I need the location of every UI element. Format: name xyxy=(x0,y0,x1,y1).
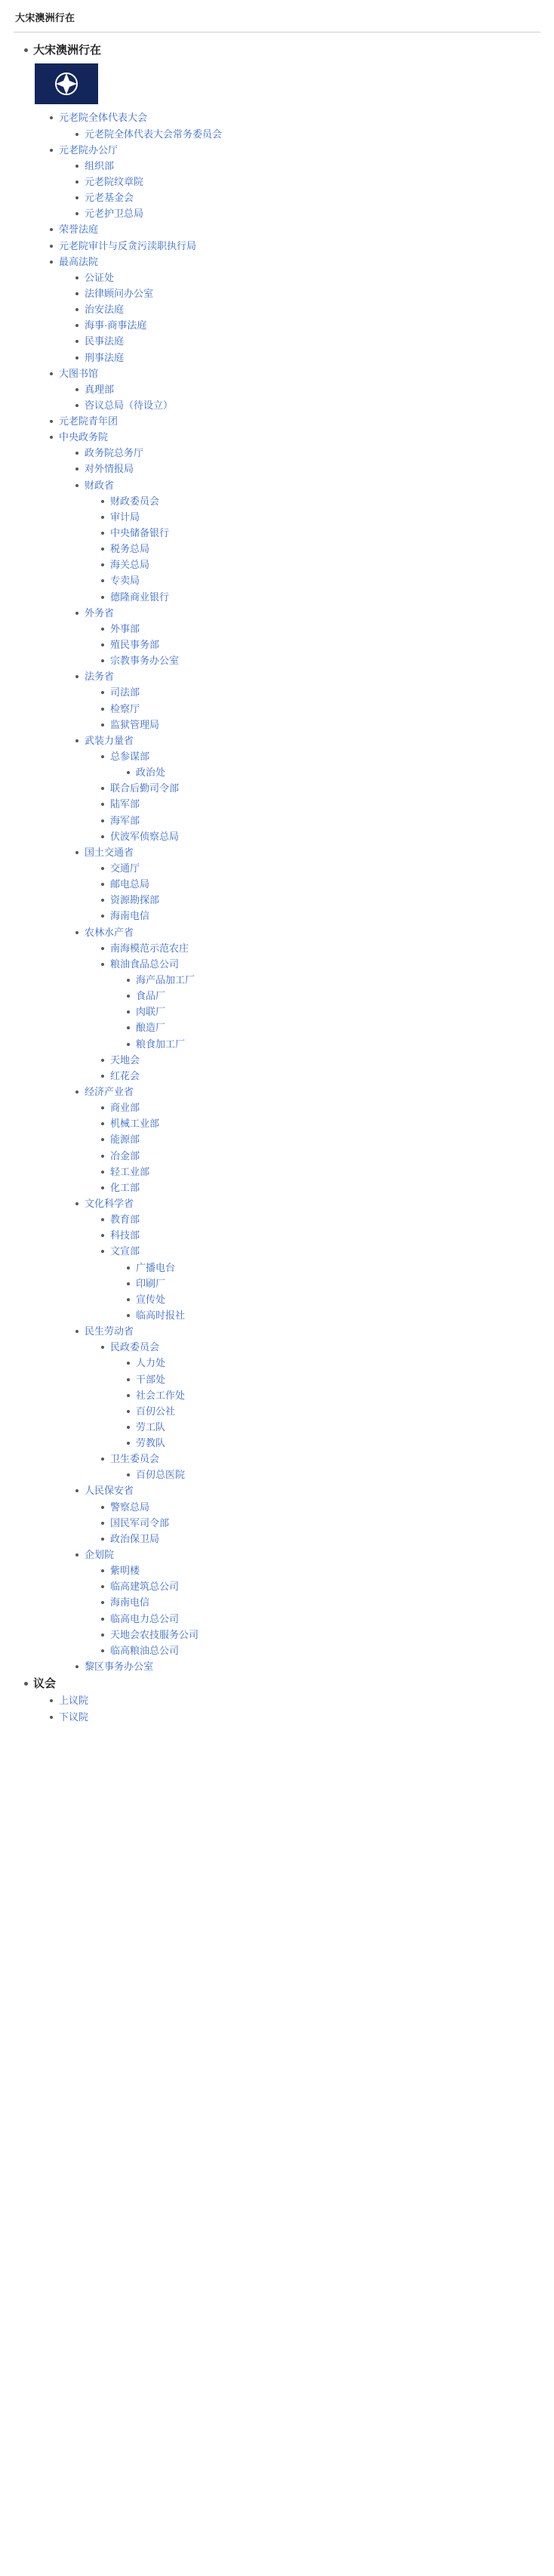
tree-item xyxy=(101,1340,540,1451)
tree-item-label[interactable]: 检察厅 xyxy=(110,702,140,714)
tree-item xyxy=(75,845,540,924)
tree-item xyxy=(127,1356,540,1371)
tree-item xyxy=(75,318,540,333)
tree-item-label[interactable]: 企划院 xyxy=(85,1549,115,1561)
tree-item-label[interactable]: 资源勘探部 xyxy=(110,894,160,906)
tree-item-label[interactable]: 临高建筑总公司 xyxy=(110,1581,180,1593)
tree-item xyxy=(101,1100,540,1115)
tree-item-label[interactable]: 法律顾问办公室 xyxy=(85,287,154,299)
tree-item xyxy=(75,1659,540,1674)
tree-item-label[interactable]: 刑事法庭 xyxy=(85,351,125,363)
tree-item xyxy=(75,1084,540,1195)
tree-item-label[interactable]: 专卖局 xyxy=(110,575,140,587)
tree-item-label[interactable]: 海军部 xyxy=(110,814,140,826)
tree-item xyxy=(101,494,540,509)
tree-item xyxy=(101,1053,540,1068)
tree-item-label[interactable]: 冶金部 xyxy=(110,1149,140,1162)
tree-item-label[interactable]: 国土交通省 xyxy=(85,846,134,858)
tree-item xyxy=(50,430,540,1674)
tree-sublist xyxy=(85,685,540,732)
tree-item-label[interactable]: 肉联厂 xyxy=(136,1006,166,1018)
tree-item xyxy=(101,1532,540,1547)
tree-item xyxy=(50,414,540,429)
tree-item xyxy=(75,1324,540,1482)
tree-item-label[interactable]: 紫明楼 xyxy=(110,1565,140,1577)
tree-item-label[interactable]: 机械工业部 xyxy=(110,1118,160,1130)
tree-item xyxy=(75,127,540,142)
tree-item xyxy=(101,749,540,780)
tree-item xyxy=(101,702,540,717)
tree-item xyxy=(50,1710,540,1725)
tree-item xyxy=(101,813,540,828)
tree-item xyxy=(127,989,540,1004)
tree-item xyxy=(101,1595,540,1610)
tree-item-label[interactable]: 上议院 xyxy=(59,1695,89,1707)
tree-item-label[interactable]: 邮电总局 xyxy=(110,878,150,890)
tree-sublist xyxy=(85,1100,540,1195)
tree-sublist xyxy=(59,446,540,1674)
tree-item xyxy=(127,1420,540,1435)
tree-item-label[interactable]: 议会 xyxy=(33,1677,57,1691)
tree-item-label[interactable]: 人民保安省 xyxy=(85,1485,134,1497)
tree-item-label[interactable]: 组织部 xyxy=(85,159,115,171)
tree-item xyxy=(75,302,540,317)
tree-sublist xyxy=(59,127,540,142)
tree-item-label[interactable]: 监狱管理局 xyxy=(110,718,160,730)
tree-item xyxy=(127,1372,540,1387)
tree-item xyxy=(127,1020,540,1035)
tree-item xyxy=(101,1132,540,1147)
tree-item-label[interactable]: 政治处 xyxy=(136,767,166,779)
tree-item-label[interactable]: 真理部 xyxy=(85,383,115,395)
tree-item-label[interactable]: 元老院纹章院 xyxy=(85,175,144,187)
tree-item xyxy=(101,1500,540,1515)
tree-item-label[interactable]: 临高粮油总公司 xyxy=(110,1644,180,1656)
tree-item-label[interactable]: 化工部 xyxy=(110,1181,140,1193)
tree-item xyxy=(101,526,540,541)
tree-item-label[interactable]: 文化科学省 xyxy=(85,1197,134,1209)
tree-sublist xyxy=(33,110,540,1674)
tree-sublist xyxy=(59,159,540,222)
tree-item xyxy=(75,461,540,477)
tree-item-label[interactable]: 海关总局 xyxy=(110,559,150,571)
tree-item xyxy=(101,1627,540,1643)
tree-item-label[interactable]: 宣传处 xyxy=(136,1293,166,1305)
tree-item-label[interactable]: 干部处 xyxy=(136,1373,166,1385)
tree-item-label[interactable]: 海南电信 xyxy=(110,910,150,922)
tree-item xyxy=(75,478,540,605)
tree-root-item xyxy=(24,42,540,1674)
tree-item-label[interactable]: 元老院审计与反贪污渎职执行局 xyxy=(59,239,197,251)
tree-item xyxy=(101,717,540,733)
tree-item-label[interactable]: 荣誉法庭 xyxy=(59,224,99,236)
tree-item-label[interactable]: 临高时报社 xyxy=(136,1309,186,1321)
tree-item xyxy=(101,1212,540,1227)
tree-item xyxy=(101,1643,540,1658)
tree-item-label[interactable]: 法务省 xyxy=(85,671,115,683)
tree-item-label[interactable]: 联合后勤司令部 xyxy=(110,782,180,794)
tree-sublist xyxy=(59,270,540,366)
tree-item-label[interactable]: 黎区事务办公室 xyxy=(85,1661,154,1673)
tree-item xyxy=(75,382,540,397)
tree-item xyxy=(101,909,540,924)
tree-item xyxy=(101,1612,540,1627)
tree-item-label[interactable]: 咨议总局（待设立） xyxy=(85,399,174,411)
tree-item-label[interactable]: 元老院全体代表大会常务委员会 xyxy=(85,128,223,140)
tree-sublist xyxy=(110,1356,540,1451)
tree-item-label[interactable]: 武装力量省 xyxy=(85,734,134,746)
tree-item xyxy=(127,1404,540,1419)
tree-item-label[interactable]: 元老院全体代表大会 xyxy=(59,112,148,124)
tree-item xyxy=(127,1388,540,1403)
tree-item xyxy=(101,557,540,572)
tree-sublist xyxy=(85,1340,540,1482)
tree-sublist xyxy=(110,765,540,780)
tree-item-label[interactable]: 社会工作处 xyxy=(136,1389,186,1401)
tree-item xyxy=(75,606,540,669)
tree-item-label[interactable]: 天地会 xyxy=(110,1054,140,1066)
tree-item xyxy=(101,941,540,956)
tree-sublist xyxy=(110,1260,540,1324)
tree-item-label[interactable]: 印刷厂 xyxy=(136,1277,166,1289)
tree-sublist xyxy=(85,1212,540,1323)
tree-item-label[interactable]: 元老护卫总局 xyxy=(85,208,144,220)
tree-sublist xyxy=(110,973,540,1052)
tree-item xyxy=(101,1244,540,1323)
page-title: 大宋澳洲行在 xyxy=(15,12,75,23)
tree-item-label[interactable]: 海南电信 xyxy=(110,1597,150,1609)
tree-item xyxy=(127,1308,540,1323)
tree-item-label[interactable]: 科技部 xyxy=(110,1229,140,1242)
tree-item xyxy=(101,541,540,557)
tree-item-label[interactable]: 警察总局 xyxy=(110,1501,150,1513)
tree-item-label[interactable]: 对外情报局 xyxy=(85,463,134,475)
tree-item-label[interactable]: 中央储备银行 xyxy=(110,527,170,539)
tree-item-label[interactable]: 治安法庭 xyxy=(85,304,125,316)
tree-item-label[interactable]: 元老院青年团 xyxy=(59,415,118,427)
tree-item-label[interactable]: 民政委员会 xyxy=(110,1341,160,1353)
tree-item-label[interactable]: 陆军部 xyxy=(110,798,140,810)
tree-item-label[interactable]: 能源部 xyxy=(110,1134,140,1146)
tree-item xyxy=(101,622,540,637)
tree-item-label[interactable]: 百仞公社 xyxy=(136,1405,176,1417)
tree-item xyxy=(127,765,540,780)
tree-item xyxy=(75,334,540,349)
tree-item-label[interactable]: 轻工业部 xyxy=(110,1165,150,1177)
tree-item-label[interactable]: 交通厅 xyxy=(110,862,140,874)
tree-item-label[interactable]: 南海模范示范农庄 xyxy=(110,942,189,954)
tree-item-label[interactable]: 审计局 xyxy=(110,511,140,523)
tree-item xyxy=(101,797,540,812)
tree-item xyxy=(50,1693,540,1708)
tree-item xyxy=(127,1436,540,1451)
tree-item xyxy=(127,1004,540,1020)
tree-item-label[interactable]: 伏波军侦察总局 xyxy=(110,830,180,842)
tree-item-label[interactable]: 殖民事务部 xyxy=(110,639,160,651)
tree-item-label[interactable]: 人力处 xyxy=(136,1357,166,1369)
tree-item-label[interactable]: 民生劳动省 xyxy=(85,1325,134,1337)
tree-item-label[interactable]: 酿造厂 xyxy=(136,1022,166,1034)
tree-item xyxy=(75,669,540,733)
tree-item-label[interactable]: 元老基金会 xyxy=(85,192,134,204)
tree-item-label[interactable]: 最高法院 xyxy=(59,255,99,267)
tree-item xyxy=(75,286,540,301)
tree-root-item xyxy=(24,1675,540,1725)
tree-item-label[interactable]: 元老院办公厅 xyxy=(59,143,118,156)
tree-item xyxy=(127,1292,540,1307)
compass-star-emblem[interactable] xyxy=(35,63,98,104)
tree-item xyxy=(127,1276,540,1291)
tree-item xyxy=(101,637,540,652)
tree-item-label[interactable]: 教育部 xyxy=(110,1214,140,1226)
tree-item-label[interactable]: 粮油食品总公司 xyxy=(110,958,180,970)
tree-item xyxy=(75,206,540,221)
tree-item xyxy=(75,270,540,285)
tree-item xyxy=(75,733,540,844)
tree-sublist xyxy=(59,382,540,413)
tree-item xyxy=(101,1579,540,1594)
tree-item-label[interactable]: 大宋澳洲行在 xyxy=(33,44,102,57)
tree-item xyxy=(127,1037,540,1052)
tree-item xyxy=(75,174,540,190)
tree-item xyxy=(101,893,540,908)
emblem-container xyxy=(35,63,540,104)
tree-item xyxy=(50,366,540,413)
tree-item-label[interactable]: 公证处 xyxy=(85,271,115,283)
tree-item-label[interactable]: 海产品加工厂 xyxy=(136,973,195,986)
tree-item-label[interactable]: 财政委员会 xyxy=(110,495,160,507)
tree-item xyxy=(101,1452,540,1482)
tree-item xyxy=(127,1467,540,1482)
tree-sublist xyxy=(85,749,540,844)
tree-item-label[interactable]: 德隆商业银行 xyxy=(110,591,170,603)
tree-item xyxy=(50,255,540,366)
tree-item xyxy=(101,510,540,525)
tree-item xyxy=(101,1069,540,1084)
tree-item xyxy=(75,925,540,1084)
org-tree xyxy=(14,42,540,1725)
tree-item-label[interactable]: 文宣部 xyxy=(110,1245,140,1257)
tree-item-label[interactable]: 粮食加工厂 xyxy=(136,1038,186,1050)
tree-item xyxy=(101,1228,540,1243)
tree-item-label[interactable]: 国民军司令部 xyxy=(110,1516,170,1529)
tree-item-label[interactable]: 临高电力总公司 xyxy=(110,1612,180,1624)
tree-sublist xyxy=(85,494,540,605)
tree-item-label[interactable]: 下议院 xyxy=(59,1711,89,1723)
tree-item xyxy=(101,1149,540,1164)
tree-item-label[interactable]: 财政省 xyxy=(85,479,115,491)
tree-item xyxy=(101,1165,540,1180)
tree-item-label[interactable]: 民事法庭 xyxy=(85,335,125,347)
tree-item xyxy=(101,573,540,588)
tree-item-label[interactable]: 海事·商事法庭 xyxy=(85,319,147,332)
tree-item-label[interactable]: 外事部 xyxy=(110,622,140,634)
tree-item xyxy=(75,1547,540,1658)
tree-sublist xyxy=(33,1693,540,1724)
tree-item xyxy=(101,590,540,605)
tree-item-label[interactable]: 卫生委员会 xyxy=(110,1453,160,1465)
tree-item xyxy=(101,1116,540,1131)
tree-item xyxy=(50,110,540,141)
tree-item xyxy=(50,222,540,237)
tree-item-label[interactable]: 政治保卫局 xyxy=(110,1532,160,1544)
tree-item xyxy=(101,685,540,700)
tree-sublist xyxy=(85,1563,540,1658)
tree-item xyxy=(127,973,540,988)
tree-item-label[interactable]: 天地会农技服务公司 xyxy=(110,1628,199,1640)
tree-sublist xyxy=(85,1500,540,1547)
tree-item-label[interactable]: 总参谋部 xyxy=(110,751,150,763)
tree-item-label[interactable]: 宗教事务办公室 xyxy=(110,655,180,667)
tree-item xyxy=(75,398,540,413)
tree-item xyxy=(75,350,540,366)
tree-sublist xyxy=(85,941,540,1084)
tree-item-label[interactable]: 劳教队 xyxy=(136,1437,166,1449)
tree-item xyxy=(101,653,540,668)
tree-item xyxy=(75,1483,540,1547)
tree-item-label[interactable]: 政务院总务厅 xyxy=(85,447,144,459)
tree-item xyxy=(127,1260,540,1276)
tree-item-label[interactable]: 农林水产省 xyxy=(85,926,134,938)
tree-item-label[interactable]: 外务省 xyxy=(85,606,115,619)
tree-item xyxy=(101,829,540,844)
tree-item-label[interactable]: 劳工队 xyxy=(136,1421,166,1433)
tree-item-label[interactable]: 百仞总医院 xyxy=(136,1469,186,1481)
tree-item xyxy=(101,861,540,876)
tree-item-label[interactable]: 经济产业省 xyxy=(85,1085,134,1097)
tree-item-label[interactable]: 中央政务院 xyxy=(59,431,109,443)
tree-item xyxy=(75,446,540,461)
tree-item xyxy=(75,159,540,174)
tree-item xyxy=(101,877,540,892)
tree-item-label[interactable]: 食品厂 xyxy=(136,990,166,1002)
tree-item xyxy=(50,239,540,254)
tree-item-label[interactable]: 司法部 xyxy=(110,686,140,699)
tree-item xyxy=(101,781,540,796)
tree-item xyxy=(101,1180,540,1195)
tree-item xyxy=(101,1516,540,1531)
tree-item xyxy=(101,957,540,1052)
tree-item xyxy=(75,190,540,205)
tree-sublist xyxy=(110,1467,540,1482)
tree-item xyxy=(50,143,540,222)
tree-sublist xyxy=(85,622,540,668)
tree-item xyxy=(101,1563,540,1578)
tree-item-label[interactable]: 广播电台 xyxy=(136,1261,176,1273)
tree-item-label[interactable]: 大图书馆 xyxy=(59,367,99,379)
tree-item-label[interactable]: 红花会 xyxy=(110,1069,140,1081)
tree-item xyxy=(75,1196,540,1323)
tree-item-label[interactable]: 税务总局 xyxy=(110,543,150,555)
tree-sublist xyxy=(85,861,540,924)
tree-item-label[interactable]: 商业部 xyxy=(110,1102,140,1114)
